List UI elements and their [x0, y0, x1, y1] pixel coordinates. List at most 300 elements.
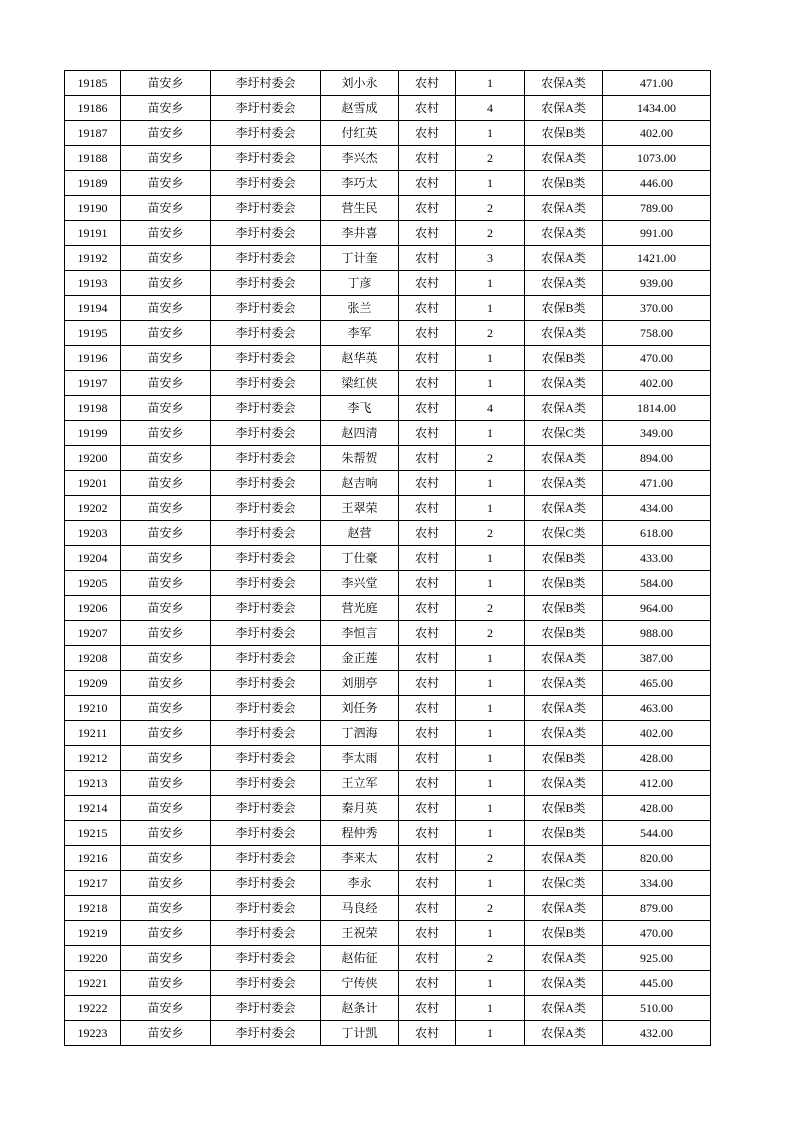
cell-village: 李圩村委会 [211, 1021, 321, 1046]
cell-township: 苗安乡 [121, 746, 211, 771]
cell-id: 19211 [65, 721, 121, 746]
cell-township: 苗安乡 [121, 396, 211, 421]
table-row [65, 771, 711, 796]
cell-township: 苗安乡 [121, 271, 211, 296]
cell-name: 李恒言 [321, 621, 399, 646]
cell-count: 1 [456, 696, 525, 721]
cell-name: 王祝荣 [321, 921, 399, 946]
cell-amount: 445.00 [603, 971, 711, 996]
cell-id: 19198 [65, 396, 121, 421]
cell-id: 19201 [65, 471, 121, 496]
table-row [65, 871, 711, 896]
cell-village: 李圩村委会 [211, 821, 321, 846]
cell-category: 农保B类 [525, 621, 603, 646]
table-row [65, 596, 711, 621]
cell-category: 农保A类 [525, 671, 603, 696]
table-row [65, 671, 711, 696]
cell-amount: 820.00 [603, 846, 711, 871]
cell-name: 李来太 [321, 846, 399, 871]
cell-township: 苗安乡 [121, 321, 211, 346]
cell-village: 李圩村委会 [211, 746, 321, 771]
cell-residence: 农村 [399, 671, 456, 696]
table-row [65, 971, 711, 996]
cell-residence: 农村 [399, 996, 456, 1021]
cell-residence: 农村 [399, 371, 456, 396]
cell-township: 苗安乡 [121, 546, 211, 571]
cell-id: 19208 [65, 646, 121, 671]
cell-count: 1 [456, 296, 525, 321]
cell-id: 19186 [65, 96, 121, 121]
cell-count: 2 [456, 621, 525, 646]
cell-name: 李井喜 [321, 221, 399, 246]
table-row [65, 621, 711, 646]
cell-township: 苗安乡 [121, 171, 211, 196]
table-row [65, 1021, 711, 1046]
cell-amount: 434.00 [603, 496, 711, 521]
cell-count: 1 [456, 721, 525, 746]
cell-residence: 农村 [399, 396, 456, 421]
cell-residence: 农村 [399, 621, 456, 646]
cell-name: 金正莲 [321, 646, 399, 671]
cell-residence: 农村 [399, 721, 456, 746]
cell-category: 农保B类 [525, 821, 603, 846]
cell-count: 1 [456, 796, 525, 821]
cell-id: 19222 [65, 996, 121, 1021]
cell-village: 李圩村委会 [211, 571, 321, 596]
cell-village: 李圩村委会 [211, 721, 321, 746]
cell-id: 19212 [65, 746, 121, 771]
cell-township: 苗安乡 [121, 946, 211, 971]
cell-count: 1 [456, 421, 525, 446]
cell-category: 农保A类 [525, 96, 603, 121]
cell-village: 李圩村委会 [211, 646, 321, 671]
cell-category: 农保B类 [525, 546, 603, 571]
cell-residence: 农村 [399, 71, 456, 96]
cell-name: 丁计奎 [321, 246, 399, 271]
table-row [65, 421, 711, 446]
table-row [65, 921, 711, 946]
cell-amount: 544.00 [603, 821, 711, 846]
cell-category: 农保B类 [525, 921, 603, 946]
cell-name: 马良经 [321, 896, 399, 921]
cell-township: 苗安乡 [121, 246, 211, 271]
cell-residence: 农村 [399, 271, 456, 296]
cell-township: 苗安乡 [121, 896, 211, 921]
cell-residence: 农村 [399, 296, 456, 321]
cell-residence: 农村 [399, 321, 456, 346]
cell-residence: 农村 [399, 471, 456, 496]
cell-township: 苗安乡 [121, 371, 211, 396]
table-row [65, 471, 711, 496]
table-row [65, 71, 711, 96]
cell-category: 农保A类 [525, 696, 603, 721]
cell-category: 农保A类 [525, 946, 603, 971]
cell-id: 19193 [65, 271, 121, 296]
cell-residence: 农村 [399, 146, 456, 171]
cell-residence: 农村 [399, 971, 456, 996]
cell-village: 李圩村委会 [211, 246, 321, 271]
cell-category: 农保A类 [525, 446, 603, 471]
cell-residence: 农村 [399, 696, 456, 721]
cell-village: 李圩村委会 [211, 221, 321, 246]
cell-amount: 1814.00 [603, 396, 711, 421]
table-row [65, 571, 711, 596]
cell-count: 4 [456, 96, 525, 121]
cell-amount: 428.00 [603, 746, 711, 771]
cell-category: 农保A类 [525, 146, 603, 171]
cell-township: 苗安乡 [121, 471, 211, 496]
cell-category: 农保B类 [525, 171, 603, 196]
cell-residence: 农村 [399, 96, 456, 121]
cell-category: 农保A类 [525, 1021, 603, 1046]
cell-township: 苗安乡 [121, 871, 211, 896]
cell-id: 19191 [65, 221, 121, 246]
cell-name: 宁传侠 [321, 971, 399, 996]
table-row [65, 746, 711, 771]
cell-id: 19218 [65, 896, 121, 921]
cell-name: 李永 [321, 871, 399, 896]
cell-amount: 879.00 [603, 896, 711, 921]
table-row [65, 146, 711, 171]
table-row [65, 396, 711, 421]
table-row [65, 246, 711, 271]
table-row [65, 221, 711, 246]
cell-amount: 387.00 [603, 646, 711, 671]
cell-village: 李圩村委会 [211, 146, 321, 171]
table-row [65, 271, 711, 296]
cell-name: 李军 [321, 321, 399, 346]
cell-township: 苗安乡 [121, 1021, 211, 1046]
cell-village: 李圩村委会 [211, 96, 321, 121]
cell-id: 19206 [65, 596, 121, 621]
cell-id: 19188 [65, 146, 121, 171]
cell-name: 李巧太 [321, 171, 399, 196]
cell-amount: 1421.00 [603, 246, 711, 271]
cell-count: 1 [456, 646, 525, 671]
cell-village: 李圩村委会 [211, 996, 321, 1021]
cell-count: 1 [456, 746, 525, 771]
cell-id: 19190 [65, 196, 121, 221]
cell-id: 19202 [65, 496, 121, 521]
cell-residence: 农村 [399, 521, 456, 546]
table-row [65, 996, 711, 1021]
cell-category: 农保C类 [525, 521, 603, 546]
cell-amount: 349.00 [603, 421, 711, 446]
cell-count: 1 [456, 871, 525, 896]
cell-name: 王立军 [321, 771, 399, 796]
cell-name: 刘小永 [321, 71, 399, 96]
cell-township: 苗安乡 [121, 771, 211, 796]
cell-amount: 370.00 [603, 296, 711, 321]
cell-category: 农保A类 [525, 771, 603, 796]
cell-residence: 农村 [399, 796, 456, 821]
cell-id: 19187 [65, 121, 121, 146]
cell-village: 李圩村委会 [211, 121, 321, 146]
cell-township: 苗安乡 [121, 646, 211, 671]
cell-amount: 758.00 [603, 321, 711, 346]
cell-category: 农保A类 [525, 371, 603, 396]
cell-id: 19204 [65, 546, 121, 571]
cell-township: 苗安乡 [121, 571, 211, 596]
cell-id: 19209 [65, 671, 121, 696]
cell-township: 苗安乡 [121, 846, 211, 871]
cell-category: 农保A类 [525, 71, 603, 96]
cell-name: 李飞 [321, 396, 399, 421]
cell-category: 农保A类 [525, 471, 603, 496]
cell-township: 苗安乡 [121, 196, 211, 221]
cell-count: 1 [456, 771, 525, 796]
cell-count: 1 [456, 671, 525, 696]
cell-village: 李圩村委会 [211, 971, 321, 996]
table-row [65, 171, 711, 196]
cell-category: 农保A类 [525, 846, 603, 871]
cell-residence: 农村 [399, 921, 456, 946]
cell-category: 农保C类 [525, 871, 603, 896]
table-row [65, 121, 711, 146]
cell-village: 李圩村委会 [211, 421, 321, 446]
records-table-body [65, 71, 711, 1046]
cell-name: 丁计凯 [321, 1021, 399, 1046]
cell-village: 李圩村委会 [211, 271, 321, 296]
cell-id: 19197 [65, 371, 121, 396]
cell-name: 丁彦 [321, 271, 399, 296]
cell-amount: 939.00 [603, 271, 711, 296]
cell-village: 李圩村委会 [211, 596, 321, 621]
cell-amount: 1073.00 [603, 146, 711, 171]
cell-amount: 402.00 [603, 371, 711, 396]
table-row [65, 296, 711, 321]
table-row [65, 446, 711, 471]
cell-category: 农保B类 [525, 296, 603, 321]
cell-township: 苗安乡 [121, 96, 211, 121]
cell-count: 2 [456, 196, 525, 221]
cell-id: 19195 [65, 321, 121, 346]
cell-count: 2 [456, 596, 525, 621]
cell-village: 李圩村委会 [211, 946, 321, 971]
cell-category: 农保C类 [525, 421, 603, 446]
cell-count: 1 [456, 496, 525, 521]
cell-name: 丁泗海 [321, 721, 399, 746]
cell-township: 苗安乡 [121, 496, 211, 521]
cell-id: 19185 [65, 71, 121, 96]
table-row [65, 646, 711, 671]
cell-name: 秦月英 [321, 796, 399, 821]
cell-amount: 428.00 [603, 796, 711, 821]
cell-township: 苗安乡 [121, 71, 211, 96]
cell-category: 农保B类 [525, 596, 603, 621]
cell-amount: 470.00 [603, 921, 711, 946]
table-row [65, 96, 711, 121]
cell-township: 苗安乡 [121, 671, 211, 696]
cell-id: 19199 [65, 421, 121, 446]
cell-township: 苗安乡 [121, 346, 211, 371]
cell-village: 李圩村委会 [211, 671, 321, 696]
cell-amount: 334.00 [603, 871, 711, 896]
cell-name: 张兰 [321, 296, 399, 321]
cell-village: 李圩村委会 [211, 896, 321, 921]
cell-category: 农保A类 [525, 321, 603, 346]
cell-residence: 农村 [399, 496, 456, 521]
cell-township: 苗安乡 [121, 796, 211, 821]
cell-count: 1 [456, 371, 525, 396]
cell-amount: 446.00 [603, 171, 711, 196]
cell-residence: 农村 [399, 871, 456, 896]
cell-id: 19216 [65, 846, 121, 871]
cell-name: 刘朋亭 [321, 671, 399, 696]
table-row [65, 521, 711, 546]
cell-residence: 农村 [399, 746, 456, 771]
table-row [65, 846, 711, 871]
cell-village: 李圩村委会 [211, 696, 321, 721]
cell-category: 农保A类 [525, 646, 603, 671]
cell-name: 王翠荣 [321, 496, 399, 521]
cell-village: 李圩村委会 [211, 771, 321, 796]
cell-id: 19210 [65, 696, 121, 721]
cell-village: 李圩村委会 [211, 496, 321, 521]
cell-id: 19213 [65, 771, 121, 796]
cell-id: 19207 [65, 621, 121, 646]
cell-count: 2 [456, 221, 525, 246]
cell-category: 农保A类 [525, 196, 603, 221]
records-table [64, 70, 711, 1046]
cell-township: 苗安乡 [121, 221, 211, 246]
cell-township: 苗安乡 [121, 971, 211, 996]
cell-name: 朱帮贺 [321, 446, 399, 471]
cell-township: 苗安乡 [121, 596, 211, 621]
cell-village: 李圩村委会 [211, 471, 321, 496]
cell-township: 苗安乡 [121, 146, 211, 171]
cell-id: 19203 [65, 521, 121, 546]
cell-count: 2 [456, 321, 525, 346]
cell-name: 赵雪成 [321, 96, 399, 121]
cell-name: 赵条计 [321, 996, 399, 1021]
cell-village: 李圩村委会 [211, 296, 321, 321]
cell-count: 4 [456, 396, 525, 421]
cell-count: 1 [456, 171, 525, 196]
cell-township: 苗安乡 [121, 521, 211, 546]
cell-count: 1 [456, 571, 525, 596]
cell-amount: 618.00 [603, 521, 711, 546]
cell-category: 农保B类 [525, 571, 603, 596]
cell-amount: 402.00 [603, 721, 711, 746]
cell-amount: 964.00 [603, 596, 711, 621]
cell-category: 农保A类 [525, 496, 603, 521]
cell-residence: 农村 [399, 546, 456, 571]
cell-township: 苗安乡 [121, 921, 211, 946]
table-row [65, 196, 711, 221]
cell-count: 1 [456, 971, 525, 996]
cell-amount: 432.00 [603, 1021, 711, 1046]
cell-amount: 894.00 [603, 446, 711, 471]
cell-category: 农保B类 [525, 746, 603, 771]
table-row [65, 546, 711, 571]
cell-count: 1 [456, 471, 525, 496]
cell-count: 1 [456, 121, 525, 146]
cell-village: 李圩村委会 [211, 171, 321, 196]
cell-village: 李圩村委会 [211, 71, 321, 96]
table-row [65, 796, 711, 821]
cell-village: 李圩村委会 [211, 446, 321, 471]
cell-name: 刘任务 [321, 696, 399, 721]
table-row [65, 371, 711, 396]
cell-village: 李圩村委会 [211, 321, 321, 346]
cell-residence: 农村 [399, 846, 456, 871]
cell-count: 1 [456, 921, 525, 946]
cell-amount: 412.00 [603, 771, 711, 796]
cell-village: 李圩村委会 [211, 921, 321, 946]
cell-count: 2 [456, 896, 525, 921]
cell-count: 1 [456, 821, 525, 846]
table-row [65, 896, 711, 921]
cell-count: 1 [456, 271, 525, 296]
cell-name: 赵四清 [321, 421, 399, 446]
cell-residence: 农村 [399, 946, 456, 971]
table-row [65, 696, 711, 721]
cell-residence: 农村 [399, 596, 456, 621]
cell-village: 李圩村委会 [211, 621, 321, 646]
cell-name: 赵吉响 [321, 471, 399, 496]
cell-id: 19217 [65, 871, 121, 896]
cell-id: 19194 [65, 296, 121, 321]
cell-amount: 471.00 [603, 471, 711, 496]
cell-residence: 农村 [399, 896, 456, 921]
cell-amount: 463.00 [603, 696, 711, 721]
cell-village: 李圩村委会 [211, 871, 321, 896]
cell-name: 付红英 [321, 121, 399, 146]
cell-id: 19200 [65, 446, 121, 471]
cell-residence: 农村 [399, 646, 456, 671]
cell-township: 苗安乡 [121, 421, 211, 446]
cell-id: 19221 [65, 971, 121, 996]
cell-category: 农保A类 [525, 221, 603, 246]
cell-township: 苗安乡 [121, 446, 211, 471]
cell-category: 农保B类 [525, 121, 603, 146]
cell-count: 1 [456, 71, 525, 96]
cell-count: 1 [456, 1021, 525, 1046]
cell-id: 19196 [65, 346, 121, 371]
cell-township: 苗安乡 [121, 721, 211, 746]
cell-residence: 农村 [399, 196, 456, 221]
cell-category: 农保A类 [525, 996, 603, 1021]
cell-name: 梁红侠 [321, 371, 399, 396]
cell-category: 农保A类 [525, 896, 603, 921]
cell-category: 农保A类 [525, 271, 603, 296]
cell-amount: 433.00 [603, 546, 711, 571]
cell-name: 赵华英 [321, 346, 399, 371]
cell-id: 19189 [65, 171, 121, 196]
cell-residence: 农村 [399, 171, 456, 196]
cell-amount: 988.00 [603, 621, 711, 646]
cell-village: 李圩村委会 [211, 546, 321, 571]
cell-village: 李圩村委会 [211, 796, 321, 821]
cell-category: 农保A类 [525, 721, 603, 746]
table-row [65, 721, 711, 746]
cell-residence: 农村 [399, 821, 456, 846]
cell-residence: 农村 [399, 121, 456, 146]
cell-count: 1 [456, 996, 525, 1021]
cell-township: 苗安乡 [121, 821, 211, 846]
cell-name: 程仲秀 [321, 821, 399, 846]
cell-amount: 991.00 [603, 221, 711, 246]
cell-name: 李兴堂 [321, 571, 399, 596]
table-row [65, 321, 711, 346]
cell-amount: 471.00 [603, 71, 711, 96]
cell-amount: 510.00 [603, 996, 711, 1021]
cell-township: 苗安乡 [121, 121, 211, 146]
cell-category: 农保B类 [525, 346, 603, 371]
table-row [65, 946, 711, 971]
cell-name: 赵营 [321, 521, 399, 546]
